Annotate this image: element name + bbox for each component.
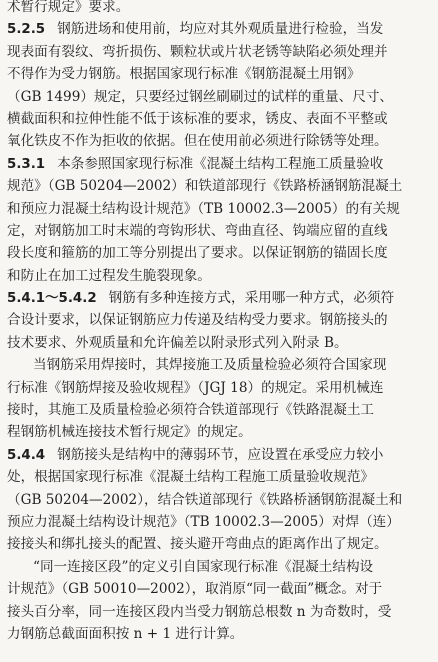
clause-5-2-5 [7, 18, 432, 152]
clause-5-3-1 [7, 153, 432, 287]
text-line: 钢筋接头是结构中的薄弱环节，应设置在承受应力较小 [57, 446, 384, 463]
text-line: 当钢筋采用焊接时，其焊接施工及质量检验必须符合国家现 [33, 357, 387, 374]
text-line: “同一连接区段”的定义引自国家现行标准《混凝土结构设 [33, 558, 374, 575]
text-line: 接接头和绑扎接头的配置、接头避开弯曲点的距离作出了规定。 [7, 536, 388, 553]
clause-number: 5.2.5 [7, 22, 46, 38]
same-connection-zone-paragraph [7, 556, 432, 646]
text-line: 不得作为受力钢筋。根据国家现行标准《钢筋混凝土用钢》 [7, 66, 361, 83]
text-line: 定，对钢筋加工时末端的弯钩形状、弯曲直径、钩端应留的直线 [7, 222, 388, 239]
text-line: 横截面积和拉伸性能不低于该标准的要求，锈皮、表面不平整或 [7, 110, 388, 127]
text-line: 接头百分率，同一连接区段内当受力钢筋总根数 n 为奇数时，受 [7, 603, 392, 620]
text-line: 和防止在加工过程发生脆裂现象。 [7, 267, 211, 284]
clause-number: 5.3.1 [7, 156, 46, 172]
clause-5-4-1 [7, 287, 432, 354]
text-line: 合设计要求，以保证钢筋应力传递及结构受力要求。钢筋接头的 [7, 312, 388, 329]
text-line: 段长度和箍筋的加工等分别提出了要求。以保证钢筋的锚固长度 [7, 245, 388, 262]
text-line: 计规范》（GB 50010—2002），取消原“同一截面”概念。对于 [7, 581, 383, 598]
clause-number: 5.4.1～5.4.2 [7, 291, 97, 307]
text-line: 钢筋有多种连接方式，采用哪一种方式，必须符 [108, 290, 395, 307]
text-line: 规范》（GB 50204—2002）和铁道部现行《铁路桥涵钢筋混凝土 [7, 178, 403, 195]
text-line: （GB 1499）规定，只要经过钢丝刷刷过的试样的重量、尺寸、 [7, 88, 394, 105]
text-line: 钢筋进场和使用前，均应对其外观质量进行检验，当发 [57, 21, 384, 38]
text-line: 接时，其施工及质量检验必须符合铁道部现行《铁路混凝土工 [7, 402, 375, 419]
text-line: 行标准《钢筋焊接及验收规程》（JGJ 18）的规定。采用机械连 [7, 379, 384, 396]
text-line: 氧化铁皮不作为拒收的依据。但在使用前必须进行除锈等处理。 [7, 133, 388, 150]
paragraph-continued [7, 0, 432, 18]
text-line: 技术要求、外观质量和允许偏差以附录形式列入附录 B。 [7, 334, 348, 351]
text-line: 和预应力混凝土结构设计规范》（TB 10002.3—2005）的有关规 [7, 200, 400, 217]
text-line: 力钢筋总截面面积按 n + 1 进行计算。 [7, 625, 244, 642]
text-line: 本条参照国家现行标准《混凝土结构工程施工质量验收 [57, 155, 384, 172]
text-line: 现表面有裂纹、弯折损伤、颗粒状或片状老锈等缺陷必须处理并 [7, 43, 388, 60]
welding-paragraph [7, 354, 432, 444]
clause-number: 5.4.4 [7, 447, 46, 463]
text-line: 术暂行规定》要求。 [7, 0, 130, 15]
text-line: 预应力混凝土结构设计规范》（TB 10002.3—2005）对焊（连） [7, 513, 400, 530]
text-line: 处，根据国家现行标准《混凝土结构工程施工质量验收规范》 [7, 469, 375, 486]
text-line: 程钢筋机械连接技术暂行规定》的规定。 [7, 424, 252, 441]
text-line: （GB 50204—2002），结合铁道部现行《铁路桥涵钢筋混凝土和 [7, 491, 403, 508]
clause-5-4-4 [7, 444, 432, 556]
